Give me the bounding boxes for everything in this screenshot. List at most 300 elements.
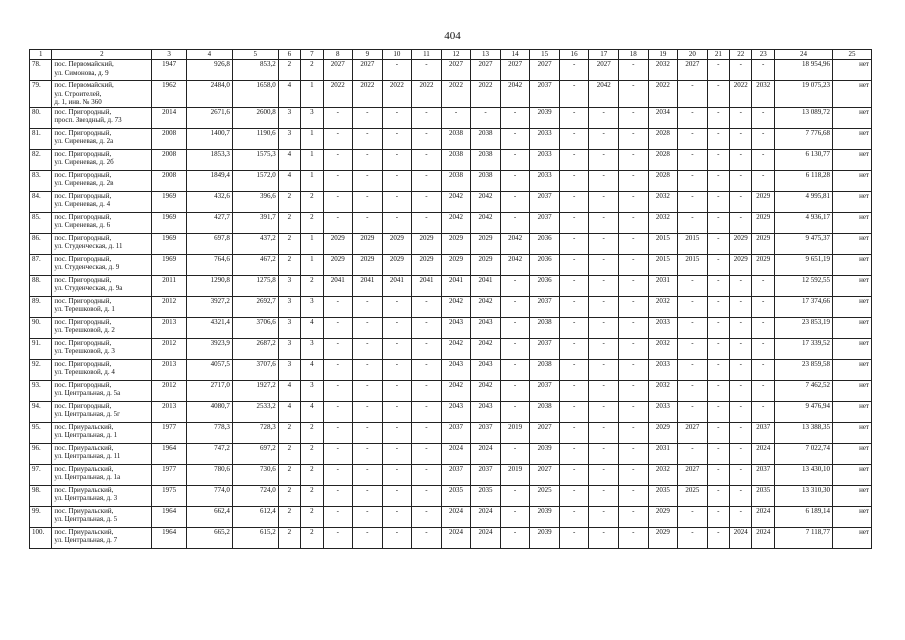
- value-cell: 2032: [648, 338, 678, 359]
- value-cell: -: [678, 380, 708, 401]
- row-number-cell: 100.: [30, 527, 52, 548]
- value-cell: -: [730, 485, 752, 506]
- value-cell: 2: [278, 233, 300, 254]
- value-cell: -: [412, 443, 442, 464]
- value-cell: нет: [833, 338, 872, 359]
- value-cell: нет: [833, 485, 872, 506]
- address-cell: пос. Пригородный, ул. Центральная, д. 5а: [52, 380, 152, 401]
- value-cell: 2008: [152, 170, 187, 191]
- value-cell: 2: [301, 464, 323, 485]
- value-cell: -: [353, 506, 383, 527]
- value-cell: 2027: [530, 422, 560, 443]
- value-cell: 2: [301, 212, 323, 233]
- value-cell: -: [678, 506, 708, 527]
- value-cell: -: [412, 380, 442, 401]
- value-cell: 2008: [152, 149, 187, 170]
- row-number-cell: 85.: [30, 212, 52, 233]
- value-cell: -: [353, 170, 383, 191]
- value-cell: 2041: [412, 275, 442, 296]
- value-cell: 2035: [441, 485, 471, 506]
- value-cell: 6 130,77: [774, 149, 832, 170]
- value-cell: -: [323, 296, 353, 317]
- value-cell: 7 022,74: [774, 443, 832, 464]
- value-cell: -: [441, 107, 471, 128]
- value-cell: -: [589, 422, 619, 443]
- value-cell: 2038: [441, 170, 471, 191]
- value-cell: 2042: [471, 296, 501, 317]
- value-cell: -: [471, 107, 501, 128]
- value-cell: -: [412, 338, 442, 359]
- value-cell: -: [382, 170, 412, 191]
- value-cell: нет: [833, 380, 872, 401]
- value-cell: 2038: [471, 128, 501, 149]
- value-cell: 2011: [152, 275, 187, 296]
- column-header-10: 10: [382, 50, 412, 60]
- value-cell: 2015: [648, 254, 678, 275]
- value-cell: -: [752, 60, 774, 81]
- value-cell: -: [382, 60, 412, 81]
- value-cell: -: [589, 128, 619, 149]
- value-cell: -: [589, 380, 619, 401]
- value-cell: -: [382, 527, 412, 548]
- row-number-cell: 95.: [30, 422, 52, 443]
- value-cell: -: [619, 81, 649, 108]
- table-row: [30, 422, 872, 443]
- value-cell: -: [559, 212, 589, 233]
- value-cell: 2024: [441, 443, 471, 464]
- value-cell: 2533,2: [232, 401, 278, 422]
- column-header-20: 20: [678, 50, 708, 60]
- value-cell: -: [619, 233, 649, 254]
- value-cell: -: [500, 317, 530, 338]
- value-cell: -: [323, 107, 353, 128]
- value-cell: -: [559, 170, 589, 191]
- value-cell: -: [752, 128, 774, 149]
- address-cell: пос. Пригородный, ул. Студенческая, д. 9а: [52, 275, 152, 296]
- value-cell: 3927,2: [186, 296, 232, 317]
- value-cell: 2022: [648, 81, 678, 108]
- row-number-cell: 78.: [30, 60, 52, 81]
- value-cell: нет: [833, 254, 872, 275]
- value-cell: -: [619, 170, 649, 191]
- value-cell: 1969: [152, 233, 187, 254]
- value-cell: -: [589, 275, 619, 296]
- value-cell: 4: [278, 380, 300, 401]
- value-cell: 1947: [152, 60, 187, 81]
- value-cell: -: [382, 128, 412, 149]
- value-cell: 2033: [648, 359, 678, 380]
- value-cell: 3: [278, 296, 300, 317]
- value-cell: 2: [278, 191, 300, 212]
- value-cell: -: [382, 464, 412, 485]
- value-cell: 697,8: [186, 233, 232, 254]
- value-cell: 2042: [441, 380, 471, 401]
- value-cell: 2031: [648, 443, 678, 464]
- value-cell: 2042: [500, 254, 530, 275]
- value-cell: -: [619, 254, 649, 275]
- value-cell: 2036: [530, 275, 560, 296]
- value-cell: -: [707, 128, 729, 149]
- value-cell: 2032: [752, 81, 774, 108]
- value-cell: -: [412, 464, 442, 485]
- value-cell: 662,4: [186, 506, 232, 527]
- value-cell: 2037: [471, 422, 501, 443]
- value-cell: -: [752, 380, 774, 401]
- value-cell: 2041: [471, 275, 501, 296]
- value-cell: 2042: [441, 296, 471, 317]
- value-cell: 1190,6: [232, 128, 278, 149]
- value-cell: 4: [278, 149, 300, 170]
- value-cell: -: [707, 422, 729, 443]
- value-cell: -: [707, 359, 729, 380]
- value-cell: -: [353, 401, 383, 422]
- value-cell: -: [730, 464, 752, 485]
- value-cell: 2027: [678, 422, 708, 443]
- address-cell: пос. Пригородный, ул. Студенческая, д. 11: [52, 233, 152, 254]
- value-cell: 2025: [678, 485, 708, 506]
- address-cell: пос. Приуральский, ул. Центральная, д. 7: [52, 527, 152, 548]
- table-row: [30, 170, 872, 191]
- value-cell: 1969: [152, 191, 187, 212]
- value-cell: нет: [833, 296, 872, 317]
- value-cell: 2024: [471, 443, 501, 464]
- value-cell: -: [353, 296, 383, 317]
- value-cell: 2024: [752, 527, 774, 548]
- value-cell: 1977: [152, 464, 187, 485]
- value-cell: 2027: [589, 60, 619, 81]
- value-cell: -: [730, 107, 752, 128]
- value-cell: 17 339,52: [774, 338, 832, 359]
- row-number-cell: 94.: [30, 401, 52, 422]
- value-cell: -: [589, 443, 619, 464]
- value-cell: -: [730, 338, 752, 359]
- value-cell: 2041: [323, 275, 353, 296]
- value-cell: 2029: [752, 212, 774, 233]
- value-cell: 2029: [412, 233, 442, 254]
- value-cell: -: [707, 212, 729, 233]
- value-cell: 2024: [471, 527, 501, 548]
- value-cell: -: [619, 401, 649, 422]
- value-cell: нет: [833, 359, 872, 380]
- value-cell: 2037: [530, 191, 560, 212]
- value-cell: -: [730, 128, 752, 149]
- value-cell: 724,0: [232, 485, 278, 506]
- value-cell: 1927,2: [232, 380, 278, 401]
- value-cell: 1853,3: [186, 149, 232, 170]
- address-cell: пос. Пригородный, просп. Звездный, д. 73: [52, 107, 152, 128]
- column-header-5: 5: [232, 50, 278, 60]
- value-cell: -: [678, 296, 708, 317]
- row-number-cell: 79.: [30, 81, 52, 108]
- value-cell: 2019: [500, 422, 530, 443]
- value-cell: 2042: [500, 233, 530, 254]
- value-cell: 2043: [471, 317, 501, 338]
- value-cell: -: [678, 107, 708, 128]
- address-cell: пос. Пригородный, ул. Терешковой, д. 1: [52, 296, 152, 317]
- value-cell: -: [589, 296, 619, 317]
- value-cell: -: [559, 506, 589, 527]
- value-cell: 1: [301, 149, 323, 170]
- value-cell: 427,7: [186, 212, 232, 233]
- value-cell: 2029: [382, 254, 412, 275]
- value-cell: -: [323, 212, 353, 233]
- value-cell: -: [619, 464, 649, 485]
- value-cell: -: [619, 107, 649, 128]
- value-cell: -: [382, 212, 412, 233]
- value-cell: -: [412, 401, 442, 422]
- address-cell: пос. Пригородный, ул. Сиреневая, д. 2б: [52, 149, 152, 170]
- value-cell: -: [730, 170, 752, 191]
- value-cell: -: [707, 527, 729, 548]
- value-cell: 2012: [152, 338, 187, 359]
- column-header-21: 21: [707, 50, 729, 60]
- value-cell: 2022: [412, 81, 442, 108]
- value-cell: -: [730, 60, 752, 81]
- value-cell: 2037: [471, 464, 501, 485]
- value-cell: -: [678, 401, 708, 422]
- value-cell: 780,6: [186, 464, 232, 485]
- value-cell: 1290,8: [186, 275, 232, 296]
- value-cell: 3: [278, 317, 300, 338]
- column-header-7: 7: [301, 50, 323, 60]
- value-cell: 4 936,17: [774, 212, 832, 233]
- column-header-15: 15: [530, 50, 560, 60]
- value-cell: -: [707, 401, 729, 422]
- address-cell: пос. Пригородный, ул. Терешковой, д. 3: [52, 338, 152, 359]
- row-number-cell: 87.: [30, 254, 52, 275]
- value-cell: -: [559, 464, 589, 485]
- value-cell: 2035: [471, 485, 501, 506]
- value-cell: -: [412, 296, 442, 317]
- value-cell: -: [730, 380, 752, 401]
- value-cell: 6 118,28: [774, 170, 832, 191]
- value-cell: 2029: [752, 254, 774, 275]
- value-cell: 2024: [471, 506, 501, 527]
- value-cell: нет: [833, 506, 872, 527]
- page-number: 404: [444, 30, 461, 42]
- value-cell: 2029: [353, 254, 383, 275]
- value-cell: 2028: [648, 149, 678, 170]
- value-cell: 4 995,81: [774, 191, 832, 212]
- value-cell: 3: [278, 275, 300, 296]
- value-cell: 2027: [353, 60, 383, 81]
- table-row: [30, 359, 872, 380]
- value-cell: 1: [301, 170, 323, 191]
- value-cell: 2033: [648, 401, 678, 422]
- value-cell: -: [382, 317, 412, 338]
- address-cell: пос. Приуральский, ул. Центральная, д. 11: [52, 443, 152, 464]
- value-cell: 2029: [471, 254, 501, 275]
- value-cell: 6 189,14: [774, 506, 832, 527]
- value-cell: 2027: [500, 60, 530, 81]
- table-row: [30, 81, 872, 108]
- value-cell: -: [559, 443, 589, 464]
- value-cell: 7 776,68: [774, 128, 832, 149]
- value-cell: 12 592,55: [774, 275, 832, 296]
- value-cell: -: [412, 317, 442, 338]
- value-cell: -: [353, 380, 383, 401]
- value-cell: 2027: [678, 464, 708, 485]
- column-header-2: 2: [52, 50, 152, 60]
- address-cell: пос. Пригородный, ул. Студенческая, д. 9: [52, 254, 152, 275]
- value-cell: 2042: [441, 338, 471, 359]
- value-cell: -: [589, 233, 619, 254]
- value-cell: 764,6: [186, 254, 232, 275]
- value-cell: 2029: [323, 233, 353, 254]
- value-cell: -: [589, 170, 619, 191]
- value-cell: -: [678, 149, 708, 170]
- value-cell: -: [500, 359, 530, 380]
- value-cell: -: [619, 275, 649, 296]
- value-cell: -: [382, 422, 412, 443]
- value-cell: нет: [833, 422, 872, 443]
- value-cell: 4: [301, 401, 323, 422]
- value-cell: 2015: [678, 233, 708, 254]
- column-header-1: 1: [30, 50, 52, 60]
- value-cell: нет: [833, 275, 872, 296]
- column-header-11: 11: [412, 50, 442, 60]
- value-cell: -: [619, 149, 649, 170]
- value-cell: 2013: [152, 401, 187, 422]
- value-cell: -: [412, 485, 442, 506]
- value-cell: 2028: [648, 128, 678, 149]
- value-cell: -: [323, 422, 353, 443]
- value-cell: 2687,2: [232, 338, 278, 359]
- row-number-cell: 96.: [30, 443, 52, 464]
- value-cell: -: [353, 107, 383, 128]
- value-cell: 1962: [152, 81, 187, 108]
- value-cell: -: [589, 485, 619, 506]
- value-cell: 2025: [530, 485, 560, 506]
- table-row: [30, 401, 872, 422]
- value-cell: 23 859,58: [774, 359, 832, 380]
- column-header-19: 19: [648, 50, 678, 60]
- value-cell: -: [353, 464, 383, 485]
- value-cell: 2027: [471, 60, 501, 81]
- value-cell: -: [323, 527, 353, 548]
- value-cell: 2032: [648, 191, 678, 212]
- column-header-3: 3: [152, 50, 187, 60]
- value-cell: -: [412, 149, 442, 170]
- value-cell: нет: [833, 128, 872, 149]
- value-cell: 2024: [730, 527, 752, 548]
- value-cell: 19 075,23: [774, 81, 832, 108]
- value-cell: -: [730, 212, 752, 233]
- value-cell: -: [707, 191, 729, 212]
- value-cell: -: [500, 212, 530, 233]
- value-cell: 2039: [530, 443, 560, 464]
- value-cell: 2041: [382, 275, 412, 296]
- value-cell: 9 476,94: [774, 401, 832, 422]
- value-cell: 2600,8: [232, 107, 278, 128]
- value-cell: -: [752, 170, 774, 191]
- value-cell: 3923,9: [186, 338, 232, 359]
- value-cell: 2031: [648, 275, 678, 296]
- value-cell: -: [323, 338, 353, 359]
- value-cell: -: [707, 149, 729, 170]
- value-cell: 2: [278, 506, 300, 527]
- value-cell: 1: [301, 233, 323, 254]
- table-row: [30, 149, 872, 170]
- value-cell: -: [619, 128, 649, 149]
- value-cell: 2029: [730, 254, 752, 275]
- value-cell: 1969: [152, 254, 187, 275]
- value-cell: 2: [278, 422, 300, 443]
- value-cell: 2027: [530, 60, 560, 81]
- value-cell: 1658,0: [232, 81, 278, 108]
- value-cell: -: [353, 191, 383, 212]
- value-cell: 2029: [382, 233, 412, 254]
- value-cell: -: [752, 275, 774, 296]
- value-cell: 7 118,77: [774, 527, 832, 548]
- value-cell: нет: [833, 149, 872, 170]
- value-cell: 2042: [471, 380, 501, 401]
- value-cell: 2038: [441, 149, 471, 170]
- value-cell: -: [752, 317, 774, 338]
- value-cell: -: [412, 506, 442, 527]
- value-cell: 2013: [152, 359, 187, 380]
- value-cell: -: [323, 443, 353, 464]
- value-cell: -: [323, 359, 353, 380]
- value-cell: 2027: [441, 60, 471, 81]
- value-cell: нет: [833, 60, 872, 81]
- value-cell: -: [382, 149, 412, 170]
- value-cell: 396,6: [232, 191, 278, 212]
- value-cell: -: [619, 443, 649, 464]
- value-cell: 4: [278, 170, 300, 191]
- value-cell: -: [382, 443, 412, 464]
- value-cell: -: [707, 81, 729, 108]
- value-cell: 4080,7: [186, 401, 232, 422]
- value-cell: -: [707, 485, 729, 506]
- value-cell: 2015: [648, 233, 678, 254]
- value-cell: -: [559, 275, 589, 296]
- value-cell: 2015: [678, 254, 708, 275]
- row-number-cell: 97.: [30, 464, 52, 485]
- value-cell: 2: [301, 60, 323, 81]
- value-cell: -: [589, 464, 619, 485]
- value-cell: -: [707, 380, 729, 401]
- value-cell: 2: [301, 443, 323, 464]
- value-cell: -: [323, 506, 353, 527]
- value-cell: -: [323, 317, 353, 338]
- value-cell: 2: [278, 485, 300, 506]
- value-cell: нет: [833, 170, 872, 191]
- value-cell: нет: [833, 212, 872, 233]
- column-header-8: 8: [323, 50, 353, 60]
- value-cell: 2: [278, 464, 300, 485]
- value-cell: 2: [301, 191, 323, 212]
- row-number-cell: 89.: [30, 296, 52, 317]
- value-cell: -: [589, 506, 619, 527]
- value-cell: -: [500, 338, 530, 359]
- table-row: [30, 296, 872, 317]
- value-cell: -: [559, 380, 589, 401]
- value-cell: -: [382, 296, 412, 317]
- value-cell: -: [500, 485, 530, 506]
- value-cell: 2039: [530, 527, 560, 548]
- value-cell: 2037: [752, 464, 774, 485]
- value-cell: -: [323, 464, 353, 485]
- value-cell: -: [323, 401, 353, 422]
- value-cell: -: [752, 401, 774, 422]
- value-cell: 2692,7: [232, 296, 278, 317]
- address-cell: пос. Первомайский, ул. Симонова, д. 9: [52, 60, 152, 81]
- value-cell: 1975: [152, 485, 187, 506]
- value-cell: 2029: [648, 506, 678, 527]
- value-cell: 18 954,96: [774, 60, 832, 81]
- value-cell: -: [412, 60, 442, 81]
